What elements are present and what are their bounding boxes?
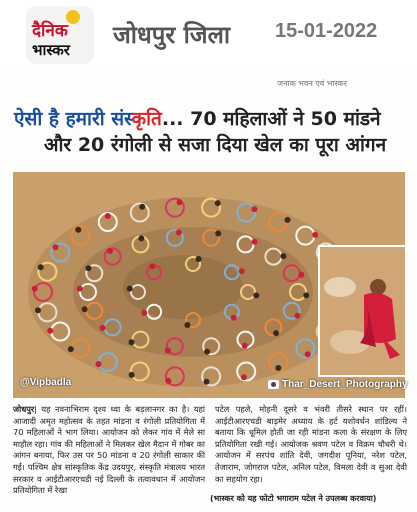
edition-date: 15-01-2022 bbox=[275, 20, 378, 42]
participant-figure bbox=[165, 378, 171, 384]
participant-figure bbox=[239, 268, 245, 274]
logo-line2: भास्कर bbox=[32, 41, 70, 59]
inset-photo-woman bbox=[318, 245, 407, 377]
headline bbox=[14, 106, 409, 158]
page-header bbox=[0, 0, 417, 70]
participant-figure bbox=[75, 227, 81, 233]
photo-credit-right bbox=[268, 379, 408, 390]
participant-figure bbox=[129, 339, 135, 345]
participant-figure bbox=[105, 213, 111, 219]
participant-figure bbox=[204, 349, 210, 355]
article-col1-text: | यह नवनाभिराम दृश्य ध्वा के बड़लानगर का है। यहां आजादी अमृत महोत्सव के तहत मांडना व रंगोली प्रतियोगिता में 70 महिलाओं ने भाग लिया। आयोजन को लेकर गांव में मेले सा माहौल रहा। गांव की महिलाओं ने मिलकर खेल मैदान में गोबर का आंगन बनाया, फिर उस पर 50 मांडना व 20 रंगोली साकार की गईं। पश्चिम क्षेत्र सांस्कृतिक केंद्र उदयपुर, संस्कृति मंत्रालय भारत सरकार व आईटीआरएचडी नई दिल्ली के तत्वावधान में आयोजन प्रतियोगिता में रेखा bbox=[13, 404, 205, 496]
headline-line2: और 20 रंगोली से सजा दिया खेल का पूरा आंगन bbox=[44, 134, 387, 156]
participant-figure bbox=[127, 286, 133, 292]
headline-part-a: ऐसी है हमारी संस् bbox=[14, 108, 132, 130]
participant-figure bbox=[312, 232, 318, 238]
participant-figure bbox=[165, 348, 171, 354]
article-body bbox=[13, 404, 407, 494]
participant-figure bbox=[35, 307, 41, 313]
photo-courtesy-note: (भास्कर को यह फोटो भगाराम पटेल ने उपलब्ध करवाया) bbox=[210, 494, 377, 503]
participant-figure bbox=[295, 313, 301, 319]
participant-figure bbox=[68, 346, 74, 352]
participant-figure bbox=[305, 351, 311, 357]
photo-credit-left: @Vipbadla bbox=[20, 377, 72, 388]
participant-figure bbox=[129, 372, 135, 378]
participant-figure bbox=[100, 325, 106, 331]
participant-figure bbox=[38, 264, 44, 270]
participant-figure bbox=[285, 217, 291, 223]
participant-figure bbox=[303, 292, 309, 298]
participant-figure bbox=[107, 248, 113, 254]
headline-part-b: कृति bbox=[131, 108, 162, 130]
headline-part-c: ... 70 महिलाओं ने 50 मांडने bbox=[161, 108, 381, 130]
article-column-1 bbox=[13, 404, 205, 494]
clip-strip-text: जनाक भवन एवं भास्कर bbox=[277, 79, 347, 88]
participant-figure bbox=[215, 200, 221, 206]
participant-figure bbox=[177, 199, 183, 205]
participant-figure bbox=[251, 206, 257, 212]
headline-line1 bbox=[14, 106, 409, 132]
participant-figure bbox=[139, 204, 145, 210]
participant-figure bbox=[241, 374, 247, 380]
section-title: जोधपुर जिला bbox=[113, 21, 231, 49]
participant-figure bbox=[242, 343, 248, 349]
participant-figure bbox=[96, 361, 102, 367]
participant-figure bbox=[184, 322, 190, 328]
participant-figure bbox=[298, 272, 304, 278]
participant-figure bbox=[86, 265, 92, 271]
participant-figure bbox=[280, 253, 286, 259]
instagram-icon bbox=[268, 380, 279, 389]
participant-figure bbox=[138, 235, 144, 241]
participant-figure bbox=[149, 263, 155, 269]
article-dateline: जोधपुर bbox=[13, 404, 35, 414]
woman-figure bbox=[320, 247, 405, 375]
participant-figure bbox=[215, 231, 221, 237]
article-column-2: पटेल पहले, मोहनी दूसरे व भंवरी तीसरे स्थान पर रहीं। आईटीआरएचडी बाड़मेर अध्याय के हर्ट यशोवर्धन शांडिल्य ने बताया कि धूमिल होती जा रही मांडना कला के संरक्षण के लिए प्रतियोगिता रखी गई। आयोजक श्रवण पटेल व विक्रम चौधरी थे। आयोजन में सरपंच शांति देवी, जगदीश पूनिया, नरेश पटेल, तेजाराम, जोगराज पटेल, अनिल पटेल, विमला देवी व सुआ देवी का सहयोग रहा। bbox=[215, 404, 407, 484]
participant-figure bbox=[141, 310, 147, 316]
participant-figure bbox=[253, 292, 259, 298]
participant-figure bbox=[176, 229, 182, 235]
clip-strip bbox=[0, 78, 417, 92]
participant-figure bbox=[32, 286, 38, 292]
participant-figure bbox=[204, 379, 210, 385]
participant-figure bbox=[82, 306, 88, 312]
participant-figure bbox=[77, 286, 83, 292]
dainik-bhaskar-logo bbox=[26, 6, 94, 64]
participant-figure bbox=[252, 239, 258, 245]
participant-figure bbox=[275, 365, 281, 371]
participant-figure bbox=[273, 330, 279, 336]
participant-figure bbox=[231, 315, 237, 321]
logo-line1: दैनिक bbox=[32, 21, 68, 41]
sun-icon bbox=[66, 10, 80, 24]
photo-credit-right-text: Thar_Desert_Photography bbox=[282, 379, 408, 390]
participant-figure bbox=[47, 328, 53, 334]
participant-figure bbox=[196, 256, 202, 262]
participant-figure bbox=[53, 244, 59, 250]
